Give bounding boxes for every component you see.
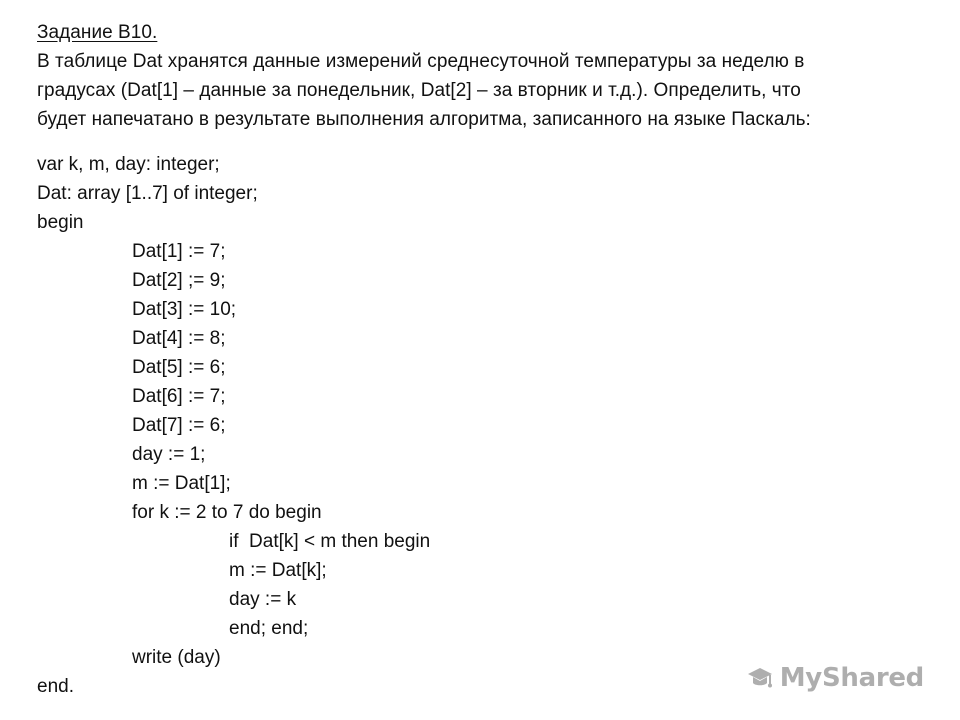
task-statement (37, 18, 937, 134)
watermark (744, 662, 924, 694)
code-line-m-init: m := Dat[1]; (132, 473, 231, 494)
code-line-end-end: end; end; (229, 618, 309, 639)
code-line-dat-5: Dat[5] := 6; (132, 357, 226, 378)
code-line-dat-3: Dat[3] := 10; (132, 299, 237, 320)
task-text-line: будет напечатано в результате выполнения алгоритма, записанного на языке Паскаль: (37, 109, 811, 130)
code-line-if: if Dat[k] < m then begin (229, 531, 431, 552)
code-line-m-assign: m := Dat[k]; (229, 560, 327, 581)
code-line-dat-2: Dat[2] ;= 9; (132, 270, 226, 291)
code-line-var: var k, m, day: integer; (37, 154, 220, 175)
code-line-write: write (day) (132, 647, 221, 668)
code-line-array: Dat: array [1..7] of integer; (37, 183, 258, 204)
watermark-text: MyShared (779, 663, 924, 693)
code-line-day-assign: day := k (229, 589, 297, 610)
task-text-line: В таблице Dat хранятся данные измерений среднесуточной температуры за неделю в (37, 51, 805, 72)
code-line-begin: begin (37, 212, 84, 233)
code-line-dat-1: Dat[1] := 7; (132, 241, 226, 262)
code-line-dat-6: Dat[6] := 7; (132, 386, 226, 407)
task-text-line: градусах (Dat[1] – данные за понедельник, Dat[2] – за вторник и т.д.). Определить, что (37, 80, 801, 101)
code-line-day-init: day := 1; (132, 444, 206, 465)
task-title: Задание В10. (37, 22, 158, 43)
code-line-dat-7: Dat[7] := 6; (132, 415, 226, 436)
code-line-dat-4: Dat[4] := 8; (132, 328, 226, 349)
pascal-code (37, 150, 430, 701)
code-line-end: end. (37, 676, 74, 697)
mortarboard-icon (744, 662, 776, 694)
code-line-for: for k := 2 to 7 do begin (132, 502, 322, 523)
